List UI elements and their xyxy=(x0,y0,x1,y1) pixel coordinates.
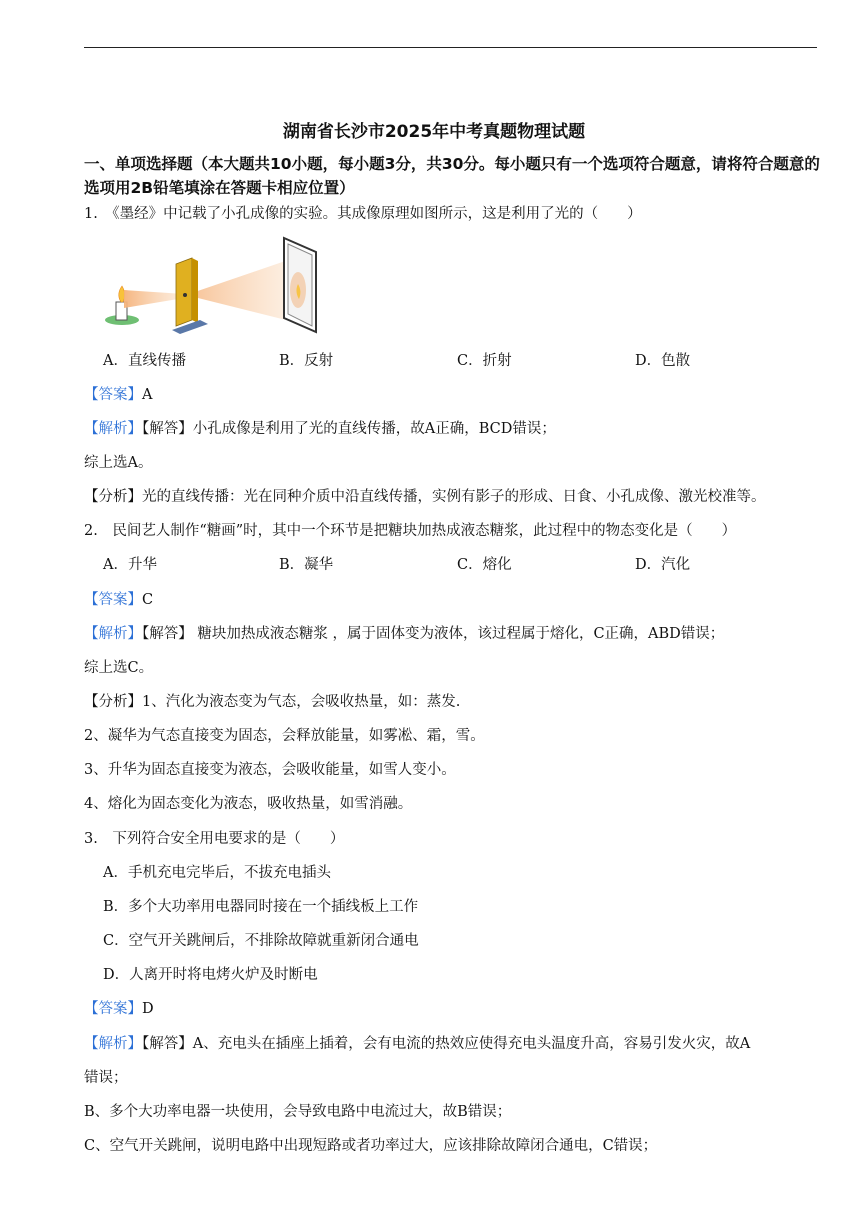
q1-summary: 综上选A。 xyxy=(84,455,153,471)
q2-summary: 综上选C。 xyxy=(84,660,154,676)
pinhole-card xyxy=(176,258,192,326)
fenxi-label: 【分析】 xyxy=(84,489,142,505)
header-rule xyxy=(84,47,817,48)
flame-icon xyxy=(119,286,125,302)
q3-analysis-c: C、空气开关跳闸，说明电路中出现短路或者功率过大，应该排除故障闭合通电，C错误； xyxy=(84,1138,658,1154)
q3-option-a: A．手机充电完毕后，不拔充电插头 xyxy=(103,865,331,881)
q3-analysis-cont: 错误； xyxy=(84,1070,128,1086)
q2-analysis xyxy=(84,624,724,644)
q2-note: 2、凝华为气态直接变为固态，会释放能量，如雾凇、霜，雪。 xyxy=(84,728,485,744)
q1-analysis-text: 【解答】小孔成像是利用了光的直线传播，故A正确，BCD错误； xyxy=(142,421,556,437)
q3-analysis-b: B、多个大功率电器一块使用，会导致电路中电流过大，故B错误； xyxy=(84,1104,512,1120)
q1-fenxi-text: 光的直线传播：光在同种介质中沿直线传播，实例有影子的形成、日食、小孔成像、激光校准等。 xyxy=(142,489,766,505)
q2-option-d: D．汽化 xyxy=(635,557,691,573)
q3-option-d: D．人离开时将电烤火炉及时断电 xyxy=(103,967,318,983)
answer-label: 【答案】 xyxy=(84,1001,142,1017)
q1-fenxi xyxy=(84,487,766,507)
analysis-label: 【解析】 xyxy=(84,1036,142,1052)
pinhole-imaging-figure xyxy=(100,234,322,334)
q3-option-b: B．多个大功率用电器同时接在一个插线板上工作 xyxy=(103,899,419,915)
section-heading: 一、单项选择题（本大题共10小题，每小题3分，共30分。每小题只有一个选项符合题意，请将符合题意的选项用2B铅笔填涂在答题卡相应位置） xyxy=(84,155,820,197)
q2-fenxi-text: 1、汽化为液态变为气态，会吸收热量，如：蒸发. xyxy=(142,694,461,710)
q2-option-c: C．熔化 xyxy=(457,557,512,573)
page-title: 湖南省长沙市2025年中考真题物理试题 xyxy=(282,122,586,142)
q1-option-d: D．色散 xyxy=(635,353,691,369)
answer-label: 【答案】 xyxy=(84,387,142,403)
analysis-label: 【解析】 xyxy=(84,626,142,642)
q1-answer xyxy=(84,385,152,405)
q3-option-c: C．空气开关跳闸后，不排除故障就重新闭合通电 xyxy=(103,933,419,949)
question-3-stem: 3. 下列符合安全用电要求的是（ ） xyxy=(84,831,345,847)
answer-label: 【答案】 xyxy=(84,592,142,608)
pinhole xyxy=(183,293,187,297)
q2-fenxi xyxy=(84,692,460,712)
q2-answer-value: C xyxy=(142,592,154,608)
q2-note: 3、升华为固态直接变为液态，会吸收能量，如雪人变小。 xyxy=(84,762,456,778)
q3-answer-value: D xyxy=(142,1001,154,1017)
q1-option-a: A．直线传播 xyxy=(103,353,186,369)
q2-option-b: B．凝华 xyxy=(279,557,334,573)
q2-analysis-text: 【解答】 糖块加热成液态糖浆 ，属于固体变为液体，该过程属于熔化，C正确，ABD错误； xyxy=(142,626,725,642)
question-1-stem: 1. 《墨经》中记载了小孔成像的实验。其成像原理如图所示，这是利用了光的（ ） xyxy=(84,206,642,222)
q1-option-b: B．反射 xyxy=(279,353,334,369)
q3-analysis-text: 【解答】A、充电头在插座上插着，会有电流的热效应使得充电头温度升高，容易引发火灾，故A xyxy=(142,1036,751,1052)
q1-analysis xyxy=(84,419,556,439)
fenxi-label: 【分析】 xyxy=(84,694,142,710)
q2-answer xyxy=(84,590,153,610)
light-beam-left xyxy=(124,290,184,308)
q3-answer xyxy=(84,999,154,1019)
analysis-label: 【解析】 xyxy=(84,421,142,437)
q3-analysis xyxy=(84,1034,750,1054)
q1-answer-value: A xyxy=(142,387,153,403)
q2-note: 4、熔化为固态变化为液态，吸收热量，如雪消融。 xyxy=(84,796,413,812)
q1-option-c: C．折射 xyxy=(457,353,512,369)
light-beam-right xyxy=(186,258,294,322)
q2-option-a: A．升华 xyxy=(103,557,157,573)
question-2-stem: 2. 民间艺人制作“糖画”时，其中一个环节是把糖块加热成液态糖浆，此过程中的物态变化是（ ） xyxy=(84,523,737,539)
